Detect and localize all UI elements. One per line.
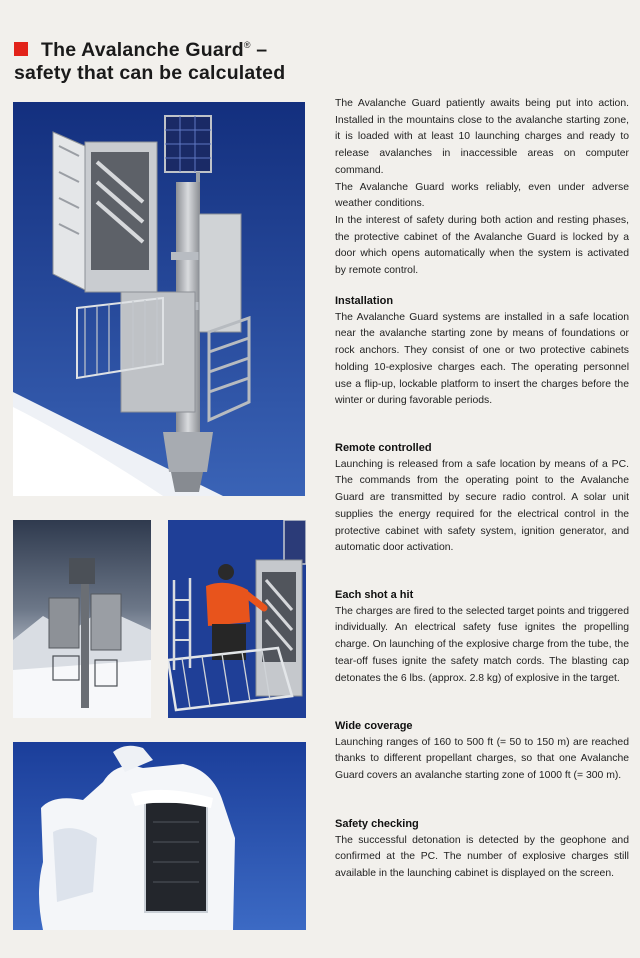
section-body: Launching ranges of 160 to 500 ft (= 50 to 150 m) are reached thanks to different propellant charges, so that one Avalanche Guard covers an avalanche starting zone of 1000 ft (= 300 m). xyxy=(335,736,629,782)
section-installation xyxy=(335,293,629,410)
section-remote-controlled xyxy=(335,440,629,557)
intro-paragraph-2: The Avalanche Guard works reliably, even under adverse weather conditions. xyxy=(335,181,629,210)
photo-guard-in-landscape xyxy=(13,520,151,718)
intro-paragraph-3: In the interest of safety during both action and resting phases, the protective cabinet of the Avalanche Guard is locked by a door which opens automatically when the system is activated by remote control. xyxy=(335,214,629,277)
section-each-shot-a-hit xyxy=(335,587,629,687)
photo-avalanche-guard-tower xyxy=(13,102,305,496)
section-heading: Wide coverage xyxy=(335,720,413,732)
photo-snow-covered-cabinet xyxy=(13,742,306,930)
section-safety-checking xyxy=(335,816,629,883)
section-body: The successful detonation is detected by the geophone and confirmed at the PC. The number of explosive charges still available in the launching cabinet is displayed on the screen. xyxy=(335,834,629,880)
section-body: The charges are fired to the selected target points and triggered individually. An electrical safety fuse ignites the propelling charge. On launching of the explosive charge from the tube, the tear-off fuses ignite the safety match cords. The blasting cap detonates the 6 lbs. (approx. 2.8 kg) of explosive in the target. xyxy=(335,605,629,684)
registered-mark: ® xyxy=(243,40,251,50)
title-line-1: The Avalanche Guard® – xyxy=(14,34,614,62)
intro-paragraph-1: The Avalanche Guard patiently awaits being put into action. Installed in the mountains close to the avalanche starting zone, it is loaded with at least 10 launching charges and ready to release avalanches in inaccessible areas on computer command. xyxy=(335,98,629,176)
section-wide-coverage xyxy=(335,718,629,785)
section-heading: Safety checking xyxy=(335,818,419,830)
section-body: Launching is released from a safe location by means of a PC. The commands from the operating point to the Avalanche Guard are transmitted by secure radio control. A solar unit supplies the energy required for the electrical control in the protective cabinet with safety system, ignition generator, and automatic door activation. xyxy=(335,458,629,554)
section-heading: Remote controlled xyxy=(335,442,432,454)
intro-section xyxy=(335,96,629,280)
section-heading: Each shot a hit xyxy=(335,589,414,601)
section-body: The Avalanche Guard systems are installed in a safe location near the avalanche starting zone by means of foundations or rock anchors. They consist of one or two protective cabinets holding 10-explosive charges each. The operating personnel use a flip-up, lockable platform to insert the charges before the winter or during favorable periods. xyxy=(335,311,629,407)
title-line-2: safety that can be calculated xyxy=(14,62,286,84)
red-square-icon xyxy=(14,42,28,56)
photo-operator-loading-charges xyxy=(168,520,306,718)
page-title xyxy=(14,34,614,85)
section-heading: Installation xyxy=(335,295,394,307)
